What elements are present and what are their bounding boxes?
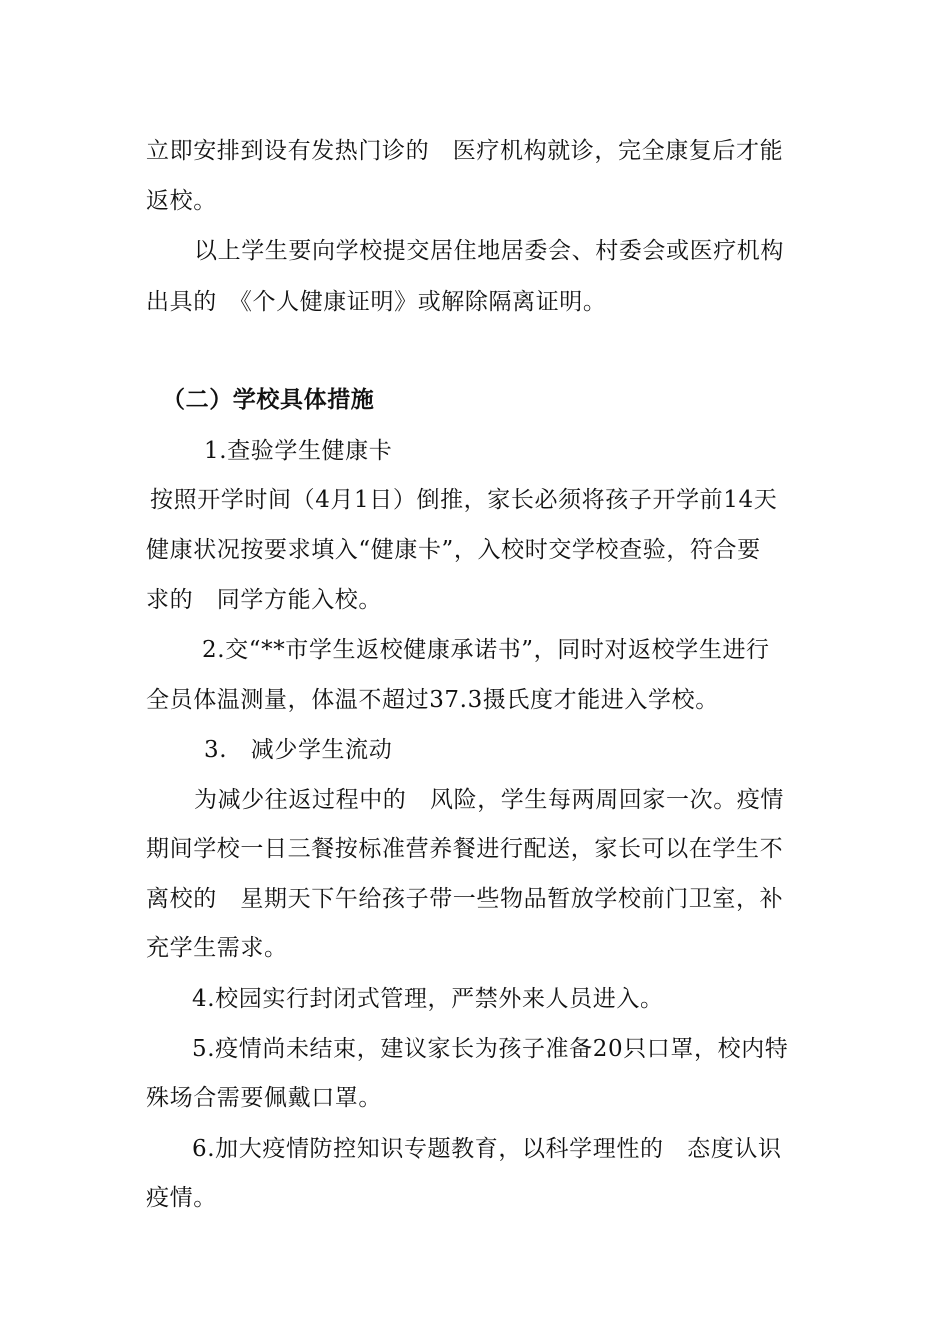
body-line: 2.交“**市学生返校健康承诺书”，同时对返校学生进行 [202,637,770,663]
body-line: 疫情。 [146,1185,217,1211]
body-line: 按照开学时间（4月1日）倒推，家长必须将孩子开学前14天 [150,487,778,513]
section-heading: （二）学校具体措施 [162,386,375,413]
body-line: 求的 同学方能入校。 [146,587,382,613]
body-line: 6.加大疫情防控知识专题教育，以科学理性的 态度认识 [192,1136,782,1162]
subsection-title: 3. 减少学生流动 [204,737,393,763]
body-line: 5.疫情尚未结束，建议家长为孩子准备20只口罩，校内特 [192,1036,789,1062]
body-line: 为减少往返过程中的 风险，学生每两周回家一次。疫情 [194,787,784,813]
body-line: 殊场合需要佩戴口罩。 [146,1085,382,1111]
body-line: 离校的 星期天下午给孩子带一些物品暂放学校前门卫室，补 [146,886,784,912]
body-line: 4.校园实行封闭式管理，严禁外来人员进入。 [192,986,664,1012]
subsection-title: 1.查验学生健康卡 [204,438,393,464]
body-line: 充学生需求。 [146,935,288,961]
body-line: 期间学校一日三餐按标准营养餐进行配送，家长可以在学生不 [146,836,784,862]
body-line: 返校。 [146,188,217,214]
body-line: 出具的 《个人健康证明》或解除隔离证明。 [146,289,607,315]
body-line: 以上学生要向学校提交居住地居委会、村委会或医疗机构 [194,238,784,264]
body-line: 全员体温测量，体温不超过37.3摄氏度才能进入学校。 [146,687,719,713]
body-line: 健康状况按要求填入“健康卡”，入校时交学校查验，符合要 [146,537,761,563]
body-line: 立即安排到设有发热门诊的 医疗机构就诊，完全康复后才能 [146,138,784,164]
